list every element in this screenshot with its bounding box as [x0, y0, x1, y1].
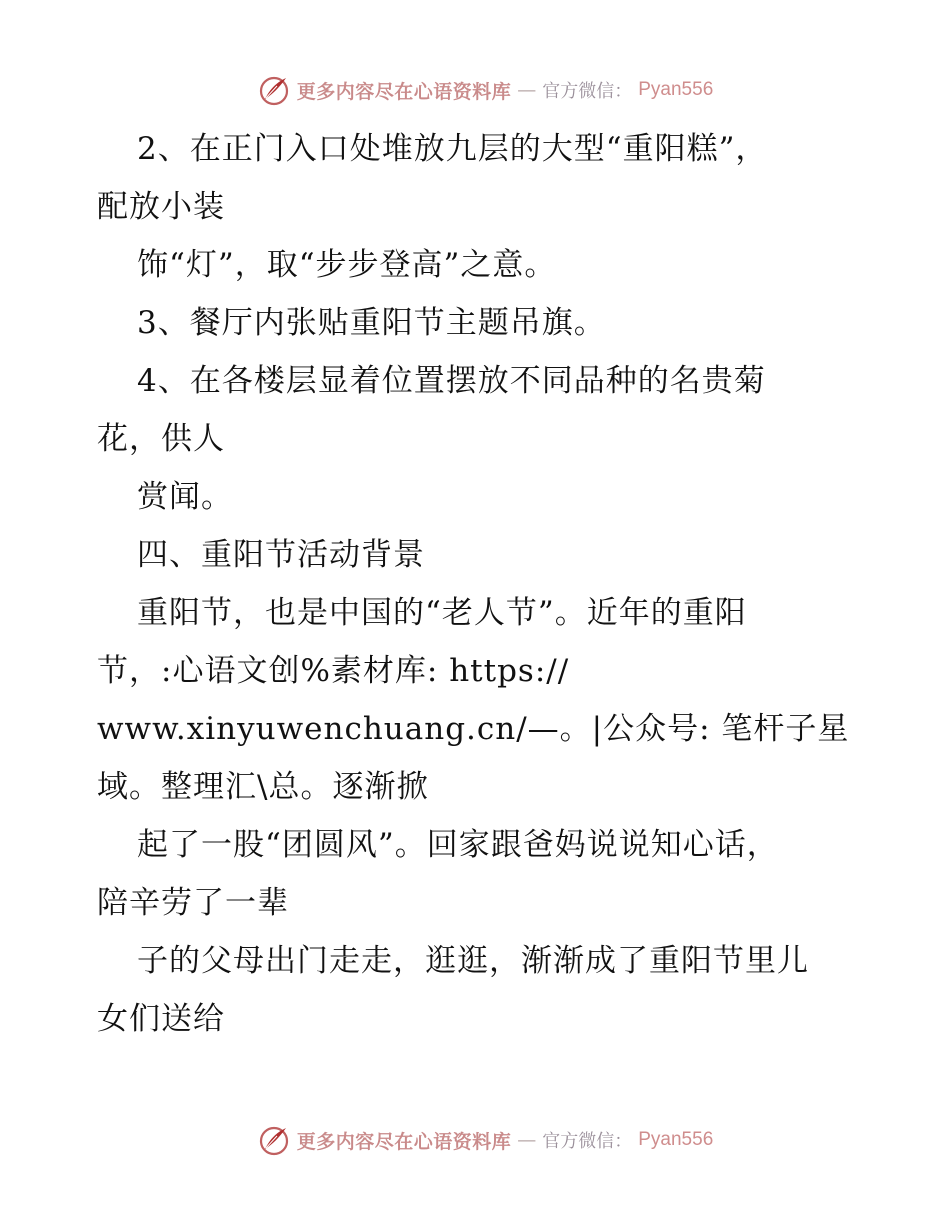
footer-wechat-label: 官方微信： — [542, 1131, 633, 1152]
body-line: 女们送给 — [97, 1001, 225, 1037]
body-line: 饰“灯”，取“步步登高”之意。 — [137, 247, 557, 283]
body-line: 3、餐厅内张贴重阳节主题吊旗。 — [137, 305, 606, 341]
header-wechat-id: Pyan556 — [638, 79, 714, 100]
body-line: 域。整理汇\总。逐渐掀 — [97, 769, 429, 805]
feather-pen-logo-icon — [257, 73, 291, 107]
body-line: 2、在正门入口处堆放九层的大型“重阳糕”， — [137, 131, 768, 167]
body-line: 节，:心语文创%素材库: https:// — [97, 653, 570, 689]
body-line: 子的父母出门走走，逛逛，渐渐成了重阳节里儿 — [137, 943, 809, 979]
body-line: 起了一股“团圆风”。回家跟爸妈说说知心话， — [137, 827, 779, 863]
header-wechat-label: 官方微信： — [542, 81, 633, 102]
header-banner — [0, 70, 950, 110]
header-banner-content — [257, 73, 714, 107]
footer-banner-text: 更多内容尽在心语资料库 — [296, 1130, 512, 1153]
section-heading: 四、重阳节活动背景 — [137, 537, 425, 573]
body-line: 4、在各楼层显着位置摆放不同品种的名贵菊 — [137, 363, 766, 399]
footer-banner-dash: — — [517, 1129, 537, 1151]
body-line: 配放小装 — [97, 189, 225, 225]
body-line: 赏闻。 — [137, 479, 233, 515]
footer-banner-content — [257, 1123, 714, 1157]
feather-pen-logo-icon — [257, 1123, 291, 1157]
body-line-url: www.xinyuwenchuang.cn/—。|公众号: 笔杆子星 — [97, 711, 850, 747]
footer-wechat-id: Pyan556 — [638, 1129, 714, 1150]
body-line: 陪辛劳了一辈 — [97, 885, 289, 921]
footer-banner — [0, 1120, 950, 1160]
header-banner-dash: — — [517, 79, 537, 101]
header-banner-text: 更多内容尽在心语资料库 — [296, 80, 512, 103]
body-line: 重阳节，也是中国的“老人节”。近年的重阳 — [137, 595, 747, 631]
body-line: 花，供人 — [97, 421, 225, 457]
